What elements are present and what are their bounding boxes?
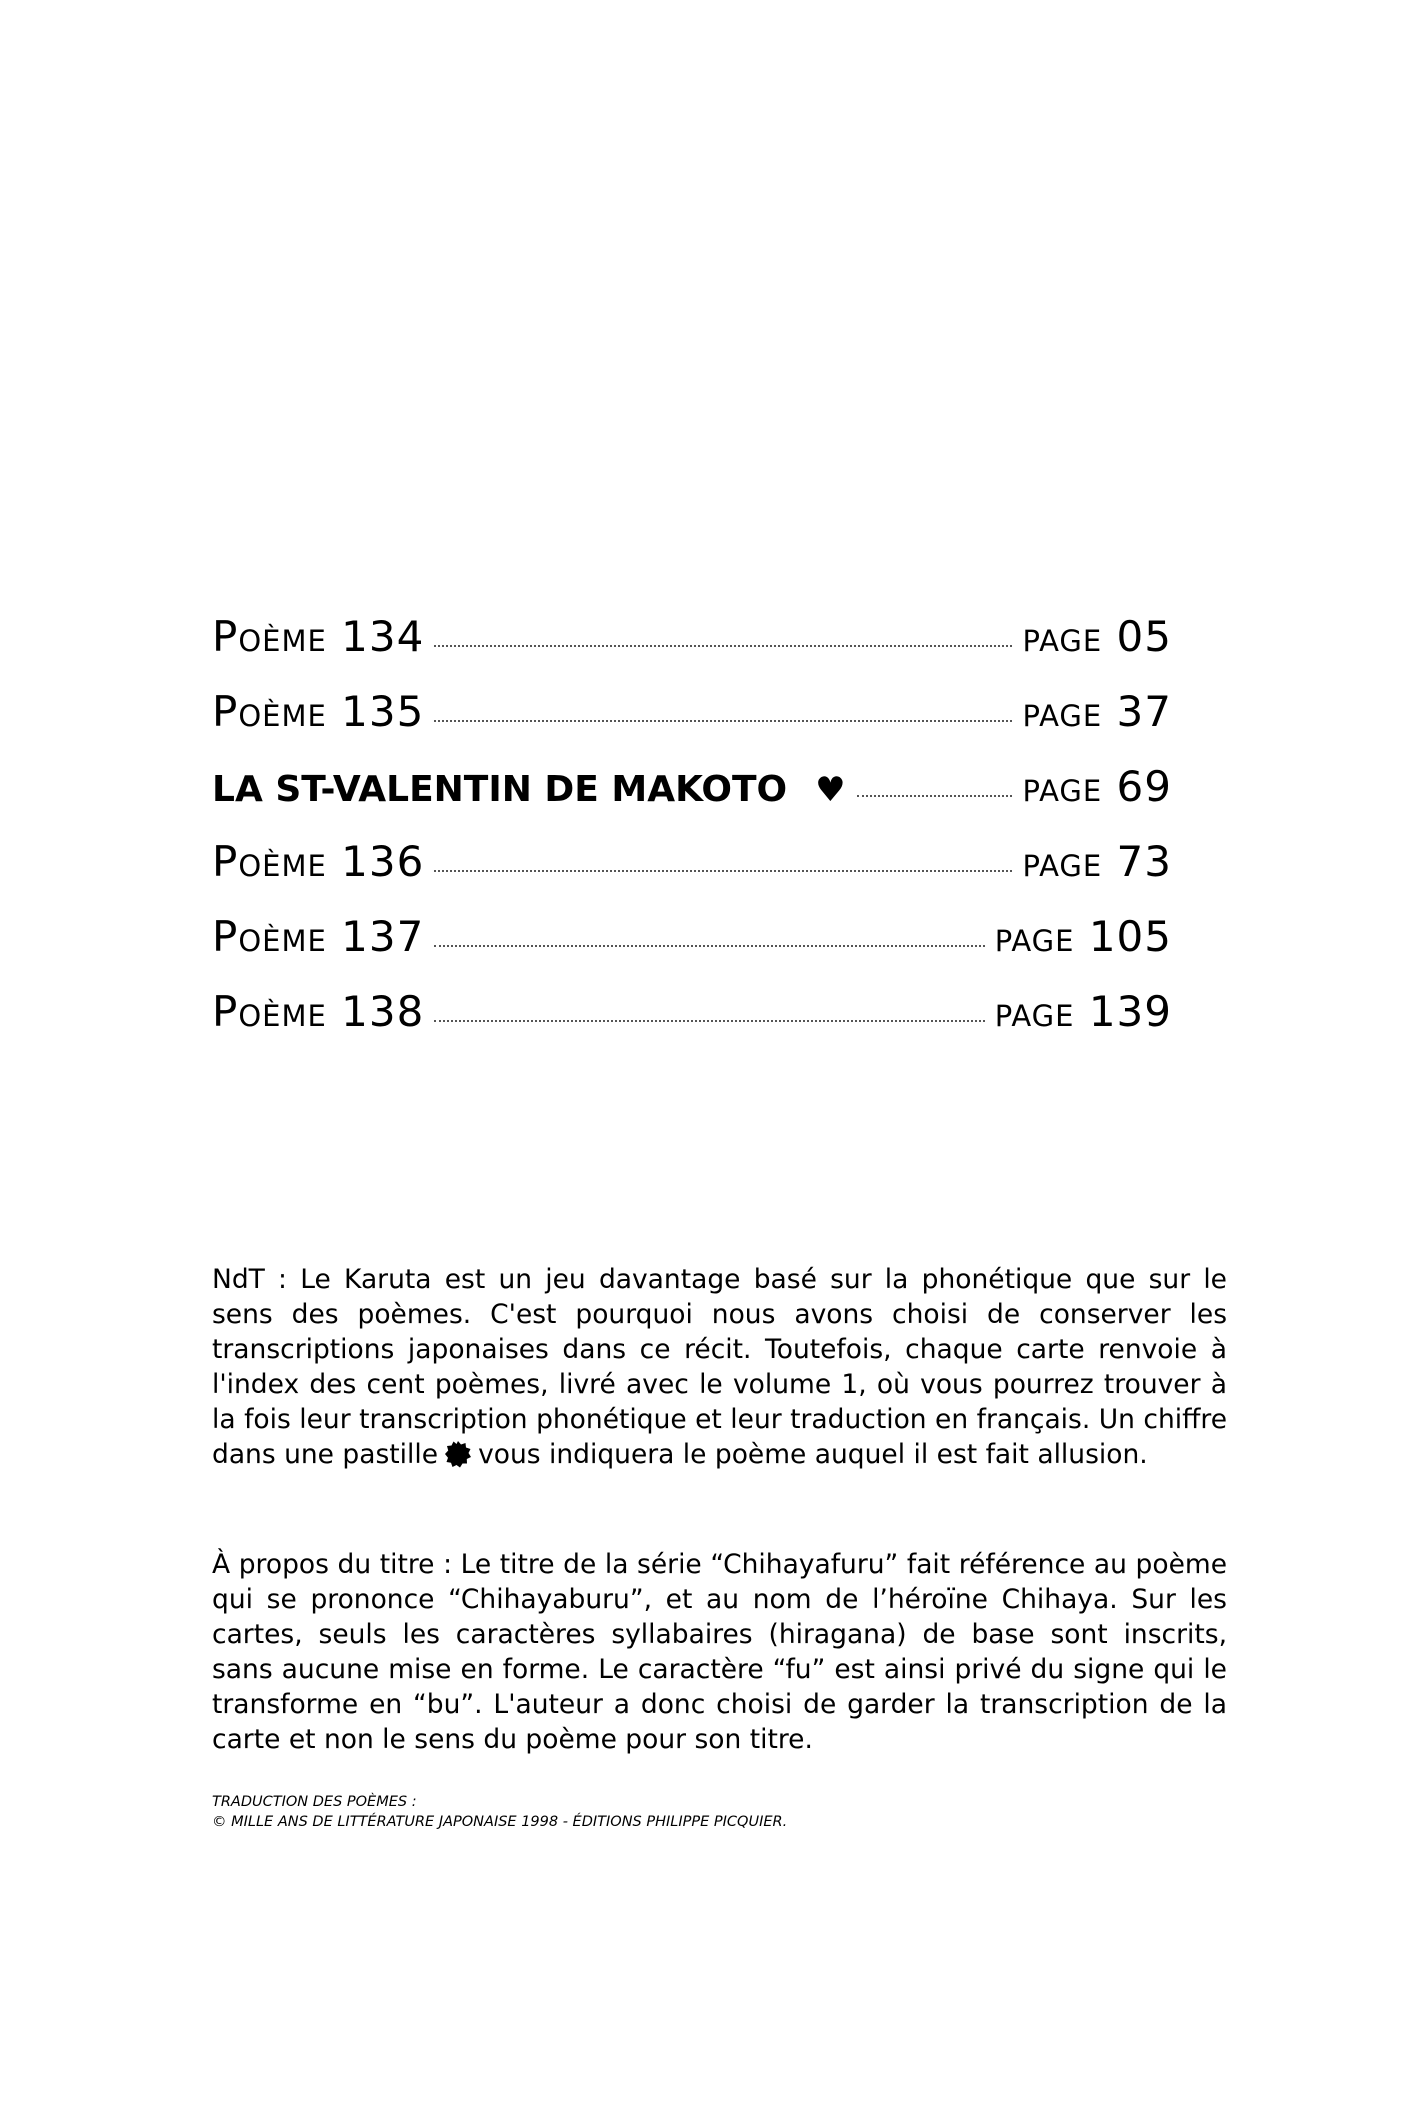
toc-entry-title: Poème 134 (212, 612, 425, 661)
heart-icon: ♥ (815, 770, 847, 810)
toc-entry-page: page 37 (1022, 687, 1172, 736)
toc-leader-dots (434, 870, 1012, 872)
credits-line-2: © MILLE ANS DE LITTÉRATURE JAPONAISE 1998 - ÉDITIONS PHILIPPE PICQUIER. (212, 1814, 788, 1830)
pastille-icon (444, 1440, 472, 1468)
toc-entry-st-valentin[interactable] (212, 762, 1172, 837)
title-note: À propos du titre : Le titre de la série “Chihayafuru” fait référence au poème qui se prononce “Chihayaburu”, et au nom de l’héroïne Chihaya. Sur les cartes, seuls les caractères syllabaires (hiragana) de base sont inscrits, sans aucune mise en forme. Le caractère “fu” est ainsi privé du signe qui le transforme en “bu”. L'auteur a donc choisi de garder la transcription de la carte et non le sens du poème pour son titre. (212, 1549, 1227, 1755)
translator-note-text-end: vous indiquera le poème auquel il est fait allusion. (478, 1439, 1148, 1470)
toc-entry-title: Poème 135 (212, 687, 425, 736)
toc-entry-poeme-137[interactable] (212, 912, 1172, 987)
table-of-contents (212, 612, 1172, 1062)
translator-note-text-start: NdT : Le Karuta est un jeu davantage basé sur la phonétique que sur le sens des poèmes. C'est pourquoi nous avons choisi de conserver les transcriptions japonaises dans ce récit. Toutefois, chaque carte renvoie à l'index des cent poèmes, livré avec le volume 1, où vous pourrez trouver à la fois leur transcription phonétique et leur traduction en français. Un chiffre dans une pastille (212, 1264, 1227, 1470)
toc-entry-title: Poème 137 (212, 912, 425, 961)
poem-translation-credits (212, 1792, 787, 1832)
toc-leader-dots (434, 645, 1012, 647)
credits-line-1: TRADUCTION DES POÈMES : (212, 1794, 417, 1810)
toc-entry-page: page 139 (994, 987, 1172, 1036)
toc-entry-poeme-135[interactable] (212, 687, 1172, 762)
toc-entry-page: page 73 (1022, 837, 1172, 886)
toc-entry-poeme-134[interactable] (212, 612, 1172, 687)
toc-entry-page: page 105 (994, 912, 1172, 961)
toc-entry-poeme-138[interactable] (212, 987, 1172, 1062)
toc-leader-dots (434, 1020, 984, 1022)
translator-note (212, 1262, 1227, 1472)
toc-entry-title: Poème 138 (212, 987, 425, 1036)
toc-entry-title: Poème 136 (212, 837, 425, 886)
toc-leader-dots (434, 945, 984, 947)
toc-entry-poeme-136[interactable] (212, 837, 1172, 912)
toc-entry-page: page 05 (1022, 612, 1172, 661)
toc-leader-dots (434, 720, 1012, 722)
toc-entry-title: LA ST-VALENTIN DE MAKOTO (212, 769, 788, 810)
toc-leader-dots (857, 795, 1013, 797)
toc-entry-page: page 69 (1022, 762, 1172, 811)
